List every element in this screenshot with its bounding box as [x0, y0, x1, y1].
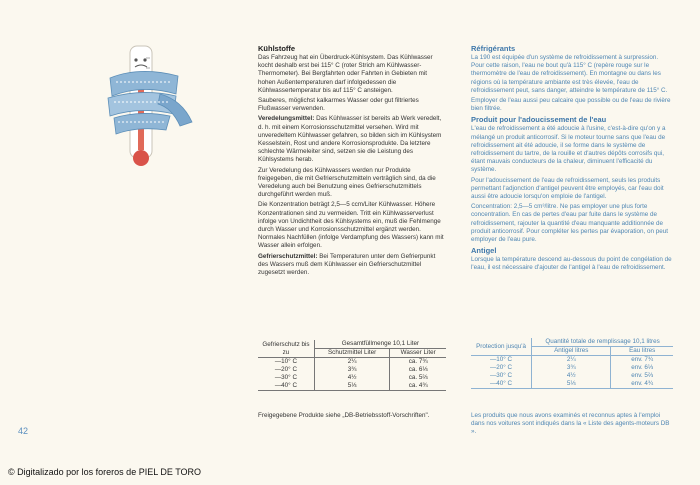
paragraph: L'eau de refroidissement a été adoucie à l'usine, c'est-à-dire qu'on y a mélangé un produit anticorrosif. Si le moteur tourne sans que l'eau de refroidissement ait été adoucie, il se forme dans le système de refroidissement du tartre, de la rouille et d'autres dépôts corrosifs qui, étant mauvais conducteurs de la chaleur, diminuent l'efficacité du système. [471, 125, 666, 174]
table-header-group: Quantité totale de remplissage 10,1 litres [532, 338, 673, 347]
table-header-group: Gesamtfüllmenge 10,1 Liter [314, 340, 446, 349]
paragraph: La 190 est équipée d'un système de refroidissement à surpression. Pour cette raison, l'eau ne bout qu'à 115° C (repère rouge sur le thermomètre de l'eau de refroidissement). En montagne ou dans les régions où la température ambiante est très élevée, l'eau de refroidissement peut, sans danger, atteindre le température de 115° C. [471, 54, 668, 94]
paragraph: Zur Veredelung des Kühlwassers werden nur Produkte freigegeben, die mit Gefrierschutzmitteln verträglich sind, da die Veredelung auch bei Benutzung eines Gefrierschutzmittels durchgeführt werden muß. [258, 166, 436, 199]
paragraph: Pour l'adoucissement de l'eau de refroidissement, seuls les produits permettant l'adjonction d'antigel peuvent être employés, car l'eau doit aussi être adoucie lorsqu'on emploie de l'antigel. [471, 176, 664, 201]
paragraph: Gefrierschutzmittel: Bei Temperaturen unter dem Gefrierpunkt des Wassers muß dem Kühlwasser ein Gefrierschutzmittel zugesetzt werden. [258, 252, 436, 277]
table-row: —20° C 3¾ ca. 6⅓ [258, 366, 446, 374]
paragraph: Die Konzentration beträgt 2,5—5 ccm/Liter Kühlwasser. Höhere Konzentrationen sind zu vermeiden. Tritt ein Kühlwasserverlust infolge von Undichtheit des Kühlsystems ein, muß die Fehlmenge durch Wasser und Korrosionsschutzmittel ergänzt werden. Normales Nachfüllen (infolge Verdampfung des Wassers) kann mit Wasser allein erfolgen. [258, 201, 444, 250]
subheading-antigel: Antigel [471, 246, 497, 256]
thermometer-scarf-illustration [100, 38, 220, 178]
table-header: Eau litres [611, 347, 673, 356]
table-row: —20° C 3¾ env. 6⅓ [471, 364, 673, 372]
paragraph: Veredelungsmittel: Das Kühlwasser ist bereits ab Werk veredelt, d. h. mit einem Korrosionsschutzmittel versehen. Wird mit unveredeltem Kühlwasser gefahren, so bilden sich im Kühlsystem Kesselstein, Rost und andere Korrosionsprodukte. Da letztere schlechte Wärmeleiter sind, setzen sie die Leistung des Kühlsystems herab. [258, 115, 442, 164]
table-header: Protection jusqu'à [471, 338, 532, 356]
heading-refrigerants: Réfrigérants [471, 44, 516, 53]
paragraph: Lorsque la température descend au-dessous du point de congélation de l'eau, il est nécessaire d'ajouter de l'antigel à l'eau de refroidissement. [471, 256, 672, 272]
paragraph: Concentration: 2,5—5 cm³/litre. Ne pas employer une plus forte concentration. En cas de pertes d'eau par fuite dans le système de refroidissement, rajouter la quantité d'eau manquante additionnée de produit anticorrosif. Pour compléter les pertes par évaporation, on peut employer de l'eau pure. [471, 203, 669, 244]
subheading-veredelungsmittel: Veredelungsmittel: [258, 115, 315, 123]
table-row: —10° C 2¼ ca. 7¾ [258, 358, 446, 367]
subheading-gefrierschutzmittel: Gefrierschutzmittel: [258, 252, 318, 260]
scarf-icon [108, 71, 192, 134]
antifreeze-table-de [258, 340, 446, 391]
table-row: —10° C 2¼ env. 7¾ [471, 356, 673, 365]
page-number: 42 [18, 426, 29, 436]
table-row: —40° C 5⅓ env. 4¾ [471, 380, 673, 389]
paragraph: Employer de l'eau aussi peu calcaire que possible ou de l'eau de rivière bien filtrée. [471, 97, 671, 113]
subheading-adoucissement: Produit pour l'adoucissement de l'eau [471, 115, 607, 125]
paragraph: Sauberes, möglichst kalkarmes Wasser oder gut filtriertes Flußwasser verwenden. [258, 97, 419, 113]
footnote-fr: Les produits que nous avons examinés et reconnus aptes à l'emploi dans nos voitures sont indiqués dans la « Liste des agents-moteurs DB ». [471, 412, 670, 436]
table-header: Antigel litres [532, 347, 611, 356]
german-column [258, 44, 446, 279]
heading-kuehlstoffe: Kühlstoffe [258, 44, 296, 53]
antifreeze-table-fr [471, 338, 673, 389]
french-column [471, 44, 673, 275]
table-row: —30° C 4½ env. 5⅔ [471, 372, 673, 380]
table-row: —30° C 4½ ca. 5⅔ [258, 374, 446, 382]
paragraph: Das Fahrzeug hat ein Überdruck-Kühlsystem. Das Kühlwasser kocht deshalb erst bei 115° C (roter Strich am Kühlwasser-Thermometer). Bei Bergfahrten oder Fahrten in Gebieten mit hohen Außentemperaturen darf infolgedessen die Kühlwassertemperatur bis auf 115° C ansteigen. [258, 54, 433, 94]
table-row: —40° C 5⅓ ca. 4¾ [258, 382, 446, 391]
table-header: Schutzmittel Liter [314, 349, 389, 358]
table-header: Wasser Liter [390, 349, 446, 358]
footnote-de: Freigegebene Produkte siehe „DB-Betriebsstoff-Vorschriften". [258, 412, 430, 419]
copyright-notice: © Digitalizado por los foreros de PIEL DE TORO [8, 467, 202, 477]
table-header: Gefrierschutz bis zu [258, 340, 314, 358]
